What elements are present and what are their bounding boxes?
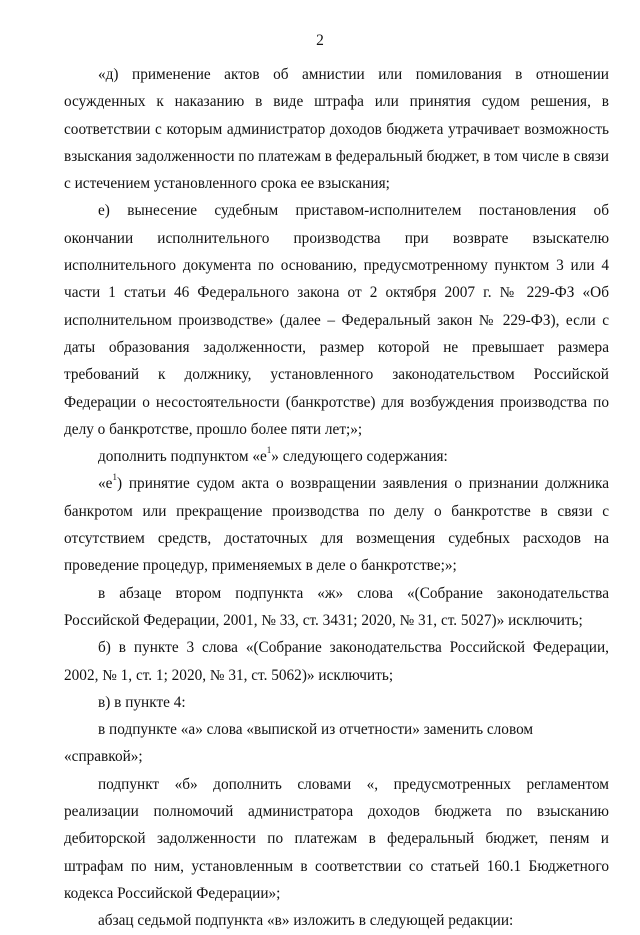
paragraph-v-point4: в) в пункте 4: bbox=[98, 693, 186, 711]
text-run: ) принятие судом акта о возвращении заявления о признании должника банкротом или прекращение производства по делу о банкротстве в связи с отсутствием средств, достаточных для возмещения судебных расходов на проведение процедур, применяемых в деле о банкротстве;»; bbox=[64, 475, 609, 575]
paragraph-e: е) вынесение судебным приставом-исполнителем постановления об окончании исполнительного производства при возврате взыскателю исполнительного документа по основанию, предусмотренному пунктом 3 или 4 части 1 статьи 46 Федерального закона от 2 октября 2007 г. № 229-ФЗ «Об исполнительном производстве» (далее – Федеральный закон № 229-ФЗ), если с даты образования задолженности, размер которой не превышает размера требований к должнику, установленного законодательством Российской Федерации о несостоятельности (банкротстве) для возбуждения производства по делу о банкротстве, прошло более пяти лет;»; bbox=[64, 202, 609, 438]
paragraph-d: «д) применение актов об амнистии или помилования в отношении осужденных к наказанию в виде штрафа или принятия судом решения, в соответствии с которым администратор доходов бюджета утрачивает возможность взыскания задолженности по платежам в федеральный бюджет, в том числе в связи с истечением установленного срока ее взыскания; bbox=[64, 66, 609, 193]
paragraph-zh-amend: в абзаце втором подпункта «ж» слова «(Собрание законодательства Российской Федерации, 2001, № 33, ст. 3431; 2020, № 31, ст. 5027)» исключить; bbox=[64, 584, 609, 629]
text-run: » следующего содержания: bbox=[271, 448, 448, 466]
text-run: «е bbox=[98, 475, 113, 493]
superscript: 1 bbox=[112, 472, 117, 483]
text-run: дополнить подпунктом «е bbox=[98, 448, 267, 466]
page-number: 2 bbox=[316, 32, 324, 49]
superscript: 1 bbox=[266, 445, 272, 456]
document-body bbox=[64, 61, 609, 935]
paragraph-b-point3: б) в пункте 3 слова «(Собрание законодательства Российской Федерации, 2002, № 1, ст. 1; 2020, № 31, ст. 5062)» исключить; bbox=[64, 639, 609, 684]
paragraph-e1 bbox=[64, 470, 609, 579]
paragraph-v-subpoint: абзац седьмой подпункта «в» изложить в следующей редакции: bbox=[98, 912, 514, 930]
paragraph-b-subpoint: подпункт «б» дополнить словами «, предусмотренных регламентом реализации полномочий администратора доходов бюджета по взысканию дебиторской задолженности по платежам в федеральный бюджет, пеням и штрафам по ним, установленным в соответствии со статьей 160.1 Бюджетного кодекса Российской Федерации»; bbox=[64, 775, 609, 902]
paragraph-add-e1-intro bbox=[64, 443, 609, 470]
paragraph-a-subpoint: в подпункте «а» слова «выпиской из отчетности» заменить словом «справкой»; bbox=[64, 721, 534, 766]
